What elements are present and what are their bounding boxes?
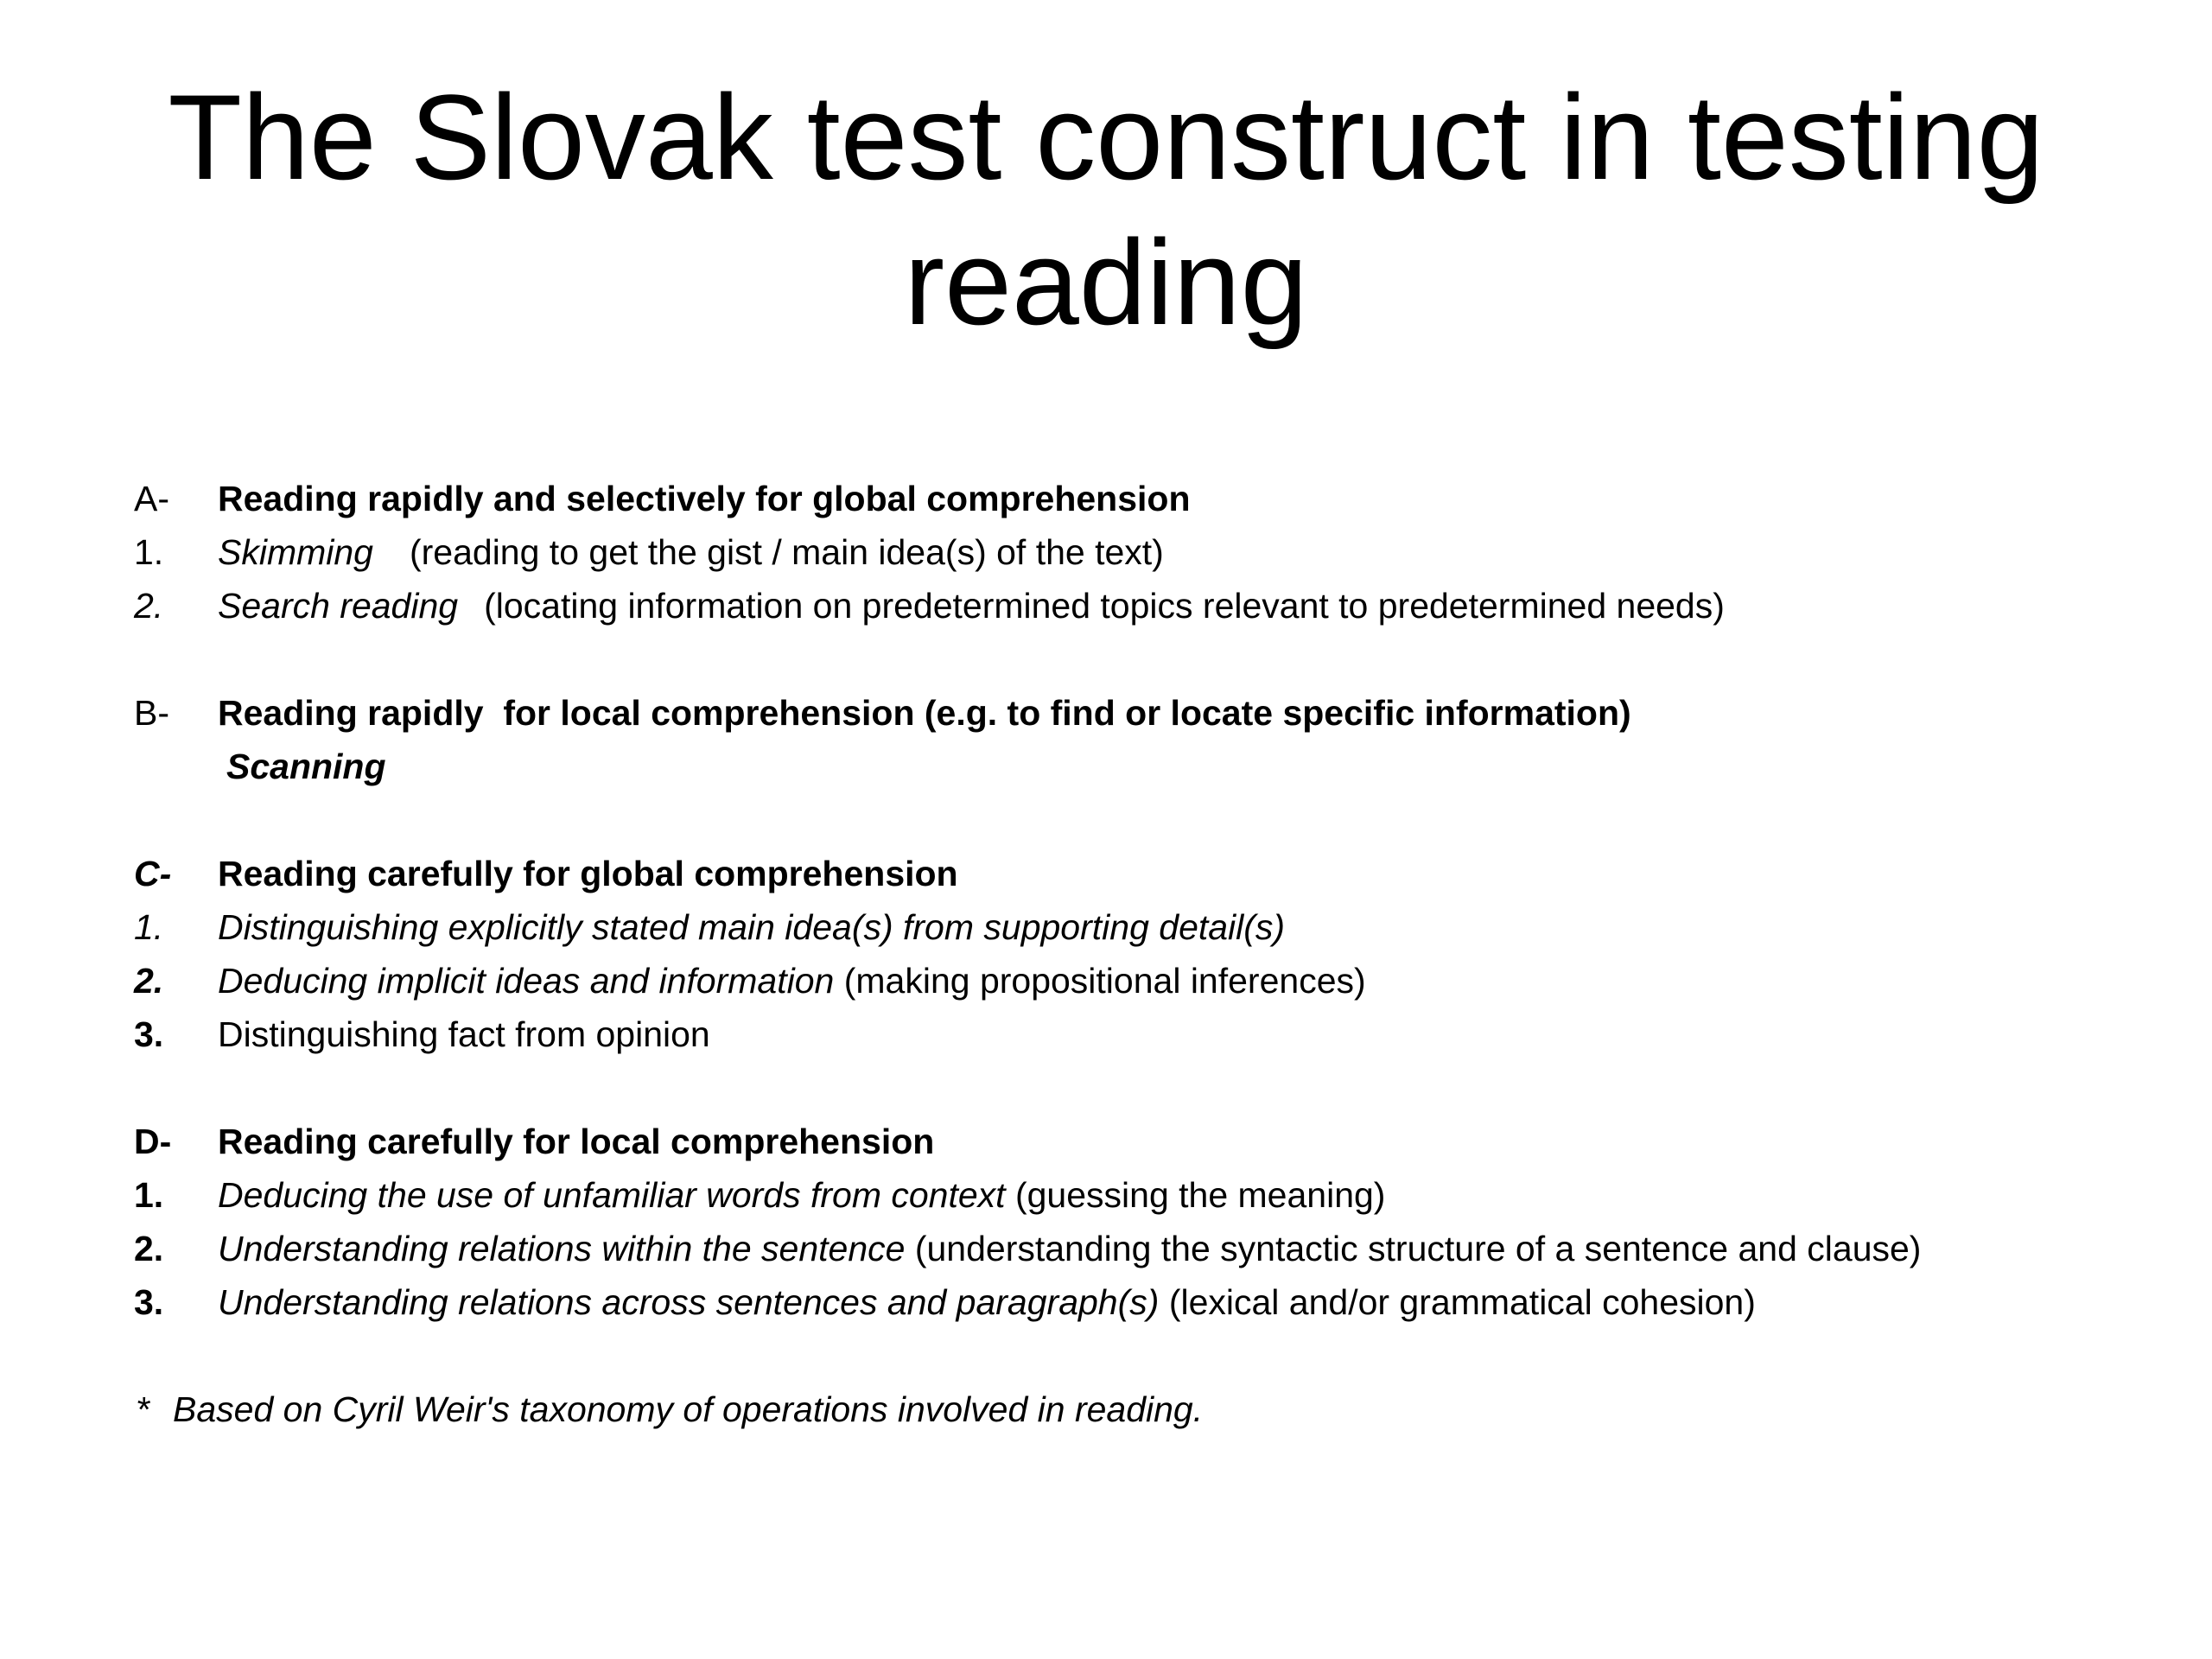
item-text — [218, 954, 1366, 1007]
item-description: (making propositional inferences) — [843, 961, 1366, 1001]
slide-title — [0, 65, 2212, 355]
item-number: 2. — [134, 586, 164, 626]
section-d-label: D- — [134, 1122, 172, 1161]
section-d-item-1 — [134, 1168, 2121, 1222]
item-text — [218, 579, 1725, 632]
section-a-item-1 — [134, 525, 2121, 579]
item-number: 1. — [134, 907, 164, 947]
item-description: (guessing the meaning) — [1014, 1175, 1386, 1215]
spacer — [134, 1061, 2121, 1115]
footnote — [134, 1382, 2121, 1436]
title-line-1: The Slovak test construct in testing — [168, 69, 2044, 205]
section-c-heading-row — [134, 847, 2121, 900]
section-c-label: C- — [134, 854, 172, 893]
spacer — [134, 793, 2121, 847]
item-number: 2. — [134, 961, 164, 1001]
section-a-heading-row — [134, 472, 2121, 525]
item-number: 1. — [134, 1175, 164, 1215]
item-description: (understanding the syntactic structure of a sentence and clause) — [914, 1229, 1922, 1268]
item-term: Skimming — [218, 532, 373, 572]
item-number: 2. — [134, 1229, 164, 1268]
section-c-item-3 — [134, 1007, 2121, 1061]
title-line-2: reading — [904, 214, 1308, 350]
item-term: Understanding relations across sentences and paragraph(s) — [218, 1282, 1160, 1322]
item-text — [218, 525, 1164, 579]
content-body — [134, 472, 2121, 1436]
section-c-item-1 — [134, 900, 2121, 954]
section-a-item-2 — [134, 579, 2121, 632]
section-c-heading: Reading carefully for global comprehension — [218, 854, 958, 893]
section-d-item-2 — [134, 1222, 2121, 1275]
section-d-item-3 — [134, 1275, 2121, 1329]
section-a-label: A- — [134, 479, 169, 518]
item-text — [218, 1222, 1921, 1275]
section-b-label: B- — [134, 693, 169, 733]
section-b-heading: Reading rapidly for local comprehension (e.g. to find or locate specific information) — [218, 693, 1631, 733]
section-b-sub-row — [134, 740, 2121, 793]
item-description: (lexical and/or grammatical cohesion) — [1168, 1282, 1756, 1322]
item-number: 1. — [134, 532, 164, 572]
item-description: (locating information on predetermined topics relevant to predetermined needs) — [484, 586, 1725, 626]
section-c-item-2 — [134, 954, 2121, 1007]
item-text — [218, 1168, 1385, 1222]
item-term: Deducing implicit ideas and information — [218, 961, 835, 1001]
item-term: Deducing the use of unfamiliar words from context — [218, 1175, 1006, 1215]
item-description: (reading to get the gist / main idea(s) of the text) — [409, 532, 1164, 572]
section-b-sub: Scanning — [226, 747, 386, 786]
spacer — [134, 632, 2121, 686]
item-description: Distinguishing fact from opinion — [218, 1014, 710, 1054]
item-term: Search reading — [218, 586, 459, 626]
item-number: 3. — [134, 1014, 164, 1054]
item-number: 3. — [134, 1282, 164, 1322]
section-d-heading: Reading carefully for local comprehension — [218, 1122, 935, 1161]
spacer — [134, 1329, 2121, 1382]
section-a-heading: Reading rapidly and selectively for global comprehension — [218, 479, 1191, 518]
footnote-text: Based on Cyril Weir's taxonomy of operations involved in reading. — [173, 1389, 1204, 1429]
footnote-asterisk: * — [136, 1389, 149, 1429]
section-b-heading-row — [134, 686, 2121, 740]
item-text — [218, 1275, 1756, 1329]
section-d-heading-row — [134, 1115, 2121, 1168]
item-term: Understanding relations within the sentence — [218, 1229, 906, 1268]
item-term: Distinguishing explicitly stated main idea(s) from supporting detail(s) — [218, 907, 1286, 947]
